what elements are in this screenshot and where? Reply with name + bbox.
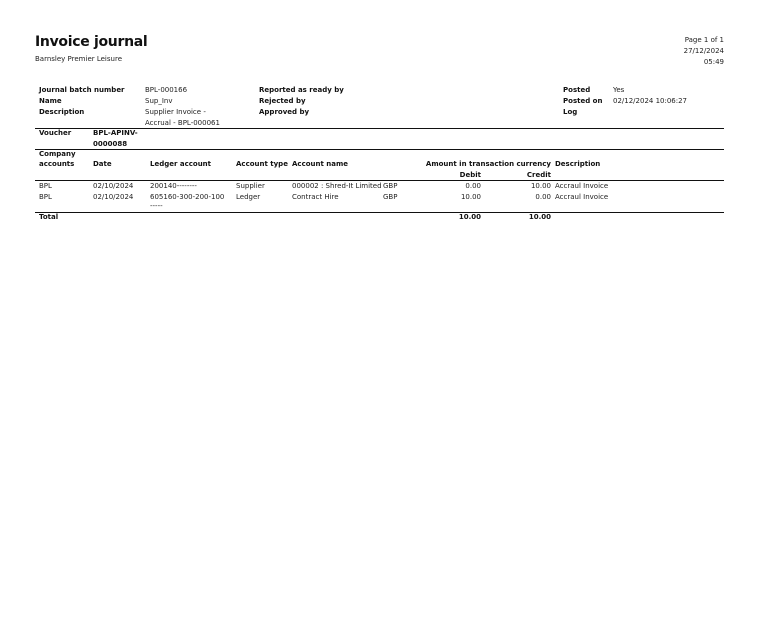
row-company: BPL <box>39 182 52 190</box>
row-date: 02/10/2024 <box>93 193 134 201</box>
page-number: Page 1 of 1 <box>684 36 724 44</box>
description-line1: Supplier Invoice - <box>145 108 206 116</box>
row-credit: 10.00 <box>530 182 551 190</box>
col-ledger-account: Ledger account <box>150 160 212 168</box>
row-debit: 0.00 <box>465 182 481 190</box>
col-debit: Debit <box>459 171 481 179</box>
col-company-line1: Company <box>39 150 76 158</box>
voucher-value-line1: BPL-APINV- <box>93 129 138 137</box>
row-currency: GBP <box>383 193 398 201</box>
col-credit: Credit <box>526 171 551 179</box>
row-credit: 0.00 <box>535 193 551 201</box>
row-ledger-account: 200140-------- <box>150 182 197 190</box>
col-account-name: Account name <box>292 160 349 168</box>
row-company: BPL <box>39 193 52 201</box>
row-description: Accraul Invoice <box>555 193 609 201</box>
row-ledger-account-cont: ----- <box>150 202 163 210</box>
report-date: 27/12/2024 <box>683 47 724 55</box>
row-date: 02/10/2024 <box>93 182 134 190</box>
row-description: Accraul Invoice <box>555 182 609 190</box>
name-value: Sup_Inv <box>145 97 173 105</box>
voucher-label: Voucher <box>39 129 72 137</box>
col-company-line2: accounts <box>39 160 75 168</box>
row-account-name: Contract Hire <box>292 193 339 201</box>
description-line2: Accrual - BPL-000061 <box>145 119 220 127</box>
row-account-name: 000002 : Shred-It Limited <box>292 182 382 190</box>
row-account-type: Ledger <box>236 193 261 201</box>
divider <box>35 212 724 213</box>
reported-label: Reported as ready by <box>259 86 344 94</box>
report-time: 05:49 <box>703 58 724 66</box>
row-account-type: Supplier <box>236 182 265 190</box>
divider <box>35 128 724 129</box>
row-currency: GBP <box>383 182 398 190</box>
col-account-type: Account type <box>236 160 288 168</box>
company-name: Barnsley Premier Leisure <box>35 55 122 63</box>
journal-batch-label: Journal batch number <box>39 86 125 94</box>
journal-batch-value: BPL-000166 <box>145 86 188 94</box>
name-label: Name <box>39 97 62 105</box>
rejected-label: Rejected by <box>259 97 306 105</box>
total-label: Total <box>39 213 59 221</box>
row-debit: 10.00 <box>460 193 481 201</box>
log-label: Log <box>563 108 578 116</box>
page-info <box>684 35 724 68</box>
voucher-value-line2: 0000088 <box>93 140 128 148</box>
col-date: Date <box>93 160 112 168</box>
divider <box>35 149 724 150</box>
col-description: Description <box>555 160 601 168</box>
approved-label: Approved by <box>259 108 310 116</box>
posted-label: Posted <box>563 86 591 94</box>
col-amount-group: Amount in transaction currency <box>425 160 551 168</box>
posted-on-value: 02/12/2024 10:06:27 <box>613 97 688 105</box>
row-ledger-account: 605160-300-200-100 <box>150 193 225 201</box>
posted-on-label: Posted on <box>563 97 603 105</box>
total-credit: 10.00 <box>528 213 551 221</box>
posted-value: Yes <box>613 86 625 94</box>
report-title: Invoice journal <box>35 34 148 50</box>
total-debit: 10.00 <box>458 213 481 221</box>
description-label: Description <box>39 108 85 116</box>
